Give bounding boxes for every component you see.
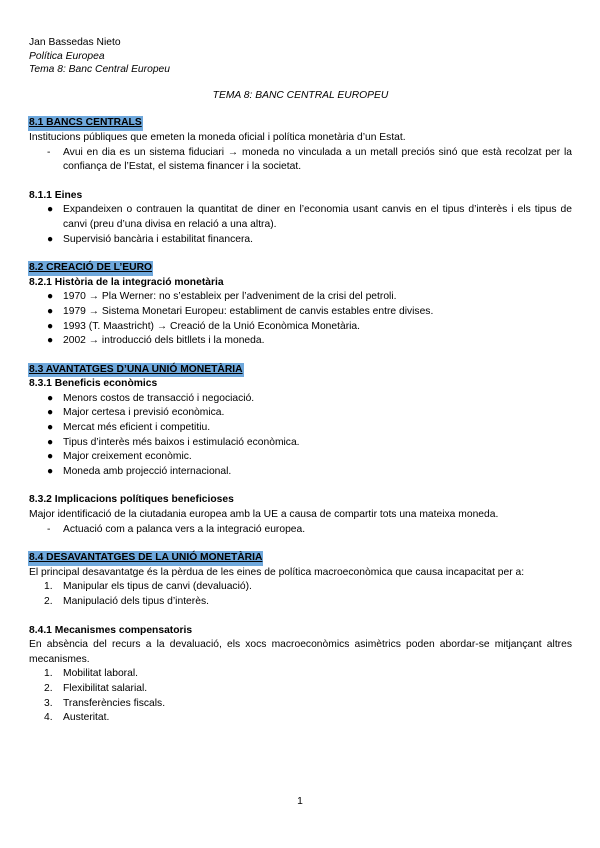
bullet-marker: ● xyxy=(47,335,54,347)
list-item: 4. Austeritat. xyxy=(29,711,572,726)
dash-list xyxy=(29,146,572,175)
list-item: ● 1993 (T. Maastricht) → Creació de la Unió Econòmica Monetària. xyxy=(29,320,572,335)
list-item: 3. Transferències fiscals. xyxy=(29,697,572,712)
subsection-heading-8-2-1: 8.2.1 Història de la integració monetària xyxy=(29,276,224,288)
bullet-marker: ● xyxy=(47,436,54,448)
list-item: ● Moneda amb projecció internacional. xyxy=(29,465,572,480)
list-item: ● Major creixement econòmic. xyxy=(29,450,572,465)
subsection-heading-8-1-1: 8.1.1 Eines xyxy=(29,189,83,201)
section-intro: El principal desavantatge és la pèrdua de les eines de política macroeconòmica que causa incapacitat per a: xyxy=(29,566,525,578)
section-heading-8-1: 8.1 BANCS CENTRALS xyxy=(28,116,143,131)
list-item: ● 1979 → Sistema Monetari Europeu: establiment de canvis estables entre divises. xyxy=(29,305,572,320)
list-item: ● Tipus d’interès més baixos i estimulació econòmica. xyxy=(29,436,572,451)
list-item: - Actuació com a palanca vers a la integració europea. xyxy=(29,523,572,538)
subsection-heading-8-3-1: 8.3.1 Beneficis econòmics xyxy=(29,378,158,390)
bullet-marker: ● xyxy=(47,407,54,419)
section-heading-8-2: 8.2 CREACIÓ DE L’EURO xyxy=(28,261,153,276)
list-item: ● Mercat més eficient i competitiu. xyxy=(29,421,572,436)
bullet-list xyxy=(29,203,572,247)
section-intro: En absència del recurs a la devaluació, els xocs macroeconòmics asimètrics poden abordar-se mitjançant altres mecanismes. xyxy=(29,639,572,665)
list-item: ● Menors costos de transacció i negociació. xyxy=(29,392,572,407)
bullet-marker: ● xyxy=(47,305,54,317)
bullet-marker: ● xyxy=(47,233,54,245)
list-item: ● Major certesa i previsió econòmica. xyxy=(29,406,572,421)
numbered-list xyxy=(29,580,572,609)
header-author: Jan Bassedas Nieto xyxy=(29,37,121,48)
section-intro: Institucions públiques que emeten la moneda oficial i política monetària d’un Estat. xyxy=(29,131,406,143)
list-item: 2. Flexibilitat salarial. xyxy=(29,682,572,697)
number-marker: 1. xyxy=(44,581,53,593)
page-number: 1 xyxy=(297,796,303,807)
section-heading-8-4: 8.4 DESAVANTATGES DE LA UNIÓ MONETÀRIA xyxy=(28,551,263,566)
list-item: 1. Manipular els tipus de canvi (devaluació). xyxy=(29,580,572,595)
bullet-marker: ● xyxy=(47,320,54,332)
list-item: ● 1970 → Pla Werner: no s’estableix per l’adveniment de la crisi del petroli. xyxy=(29,290,572,305)
number-marker: 1. xyxy=(44,668,53,680)
bullet-marker: ● xyxy=(47,465,54,477)
list-item: ● 2002 → introducció dels bitllets i la moneda. xyxy=(29,334,572,349)
bullet-list xyxy=(29,392,572,480)
bullet-marker: ● xyxy=(47,451,54,463)
bullet-list xyxy=(29,290,572,348)
bullet-marker: ● xyxy=(47,392,54,404)
number-marker: 3. xyxy=(44,697,53,709)
dash-marker: - xyxy=(47,146,51,158)
list-item: ● Expandeixen o contrauen la quantitat de diner en l’economia usant canvis en el tipus d’interès i els tipus de canvi (preu d’una divisa en relació a una altra). xyxy=(47,204,572,230)
header-topic: Tema 8: Banc Central Europeu xyxy=(29,64,170,76)
subsection-heading-8-3-2: 8.3.2 Implicacions polítiques beneficioses xyxy=(29,494,234,506)
document-page xyxy=(29,36,572,726)
bullet-marker: ● xyxy=(47,204,54,216)
section-heading-8-3: 8.3 AVANTATGES D’UNA UNIÓ MONETÀRIA xyxy=(28,363,244,378)
list-item: ● Supervisió bancària i estabilitat financera. xyxy=(29,233,572,248)
list-item: 1. Mobilitat laboral. xyxy=(29,667,572,682)
number-marker: 4. xyxy=(44,712,53,724)
number-marker: 2. xyxy=(44,682,53,694)
number-marker: 2. xyxy=(44,596,53,607)
bullet-marker: ● xyxy=(47,422,54,434)
numbered-list xyxy=(29,667,572,725)
list-item: - Avui en dia es un sistema fiduciari → moneda no vinculada a un metall preciós sinó que està recolzat per la confiança de l’Estat, el sistema financer i la societat. xyxy=(47,146,572,173)
dash-marker: - xyxy=(47,523,51,535)
bullet-marker: ● xyxy=(47,291,54,303)
document-title: TEMA 8: BANC CENTRAL EUROPEU xyxy=(212,89,389,101)
dash-list xyxy=(29,523,572,538)
subsection-heading-8-4-1: 8.4.1 Mecanismes compensatoris xyxy=(29,624,193,636)
section-intro: Major identificació de la ciutadania europea amb la UE a causa de compartir tots una mateixa moneda. xyxy=(29,509,499,521)
header-course: Política Europea xyxy=(29,50,105,62)
list-item: 2. Manipulació dels tipus d’interès. xyxy=(29,595,572,610)
